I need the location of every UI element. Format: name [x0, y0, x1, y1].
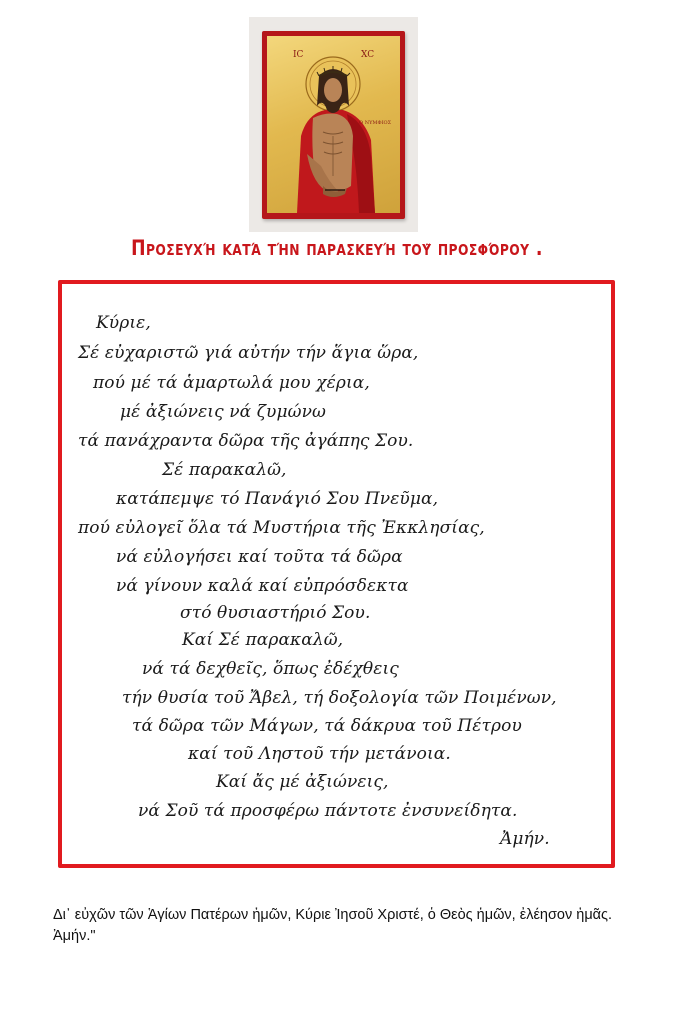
prayer-line-2: Σέ εὐχαριστῶ γιά αὐτήν τήν ἅγια ὥρα, [78, 343, 419, 363]
prayer-title: Προσευχή κατά τήν παρασκευή τοῦ προσφόρου . [131, 236, 543, 260]
prayer-line-1: Κύριε, [96, 313, 151, 333]
prayer-line-11: στό θυσιαστήριό Σου. [180, 603, 371, 623]
prayer-line-5: τά πανάχραντα δῶρα τῆς ἀγάπης Σου. [78, 431, 414, 451]
prayer-line-4: μέ ἀξιώνεις νά ζυμώνω [120, 402, 326, 422]
icon-gold-field [267, 36, 400, 213]
prayer-line-13: νά τά δεχθεῖς, ὅπως ἐδέχθεις [142, 659, 399, 679]
prayer-line-9: νά εὐλογήσει καί τοῦτα τά δῶρα [116, 547, 403, 567]
prayer-line-12: Καί Σέ παρακαλῶ, [182, 630, 344, 650]
prayer-line-17: Καί ἄς μέ ἀξιώνεις, [216, 772, 389, 792]
prayer-line-18: νά Σοῦ τά προσφέρω πάντοτε ἐνσυνείδητα. [138, 801, 518, 821]
prayer-line-3: πού μέ τά ἁμαρτωλά μου χέρια, [93, 373, 370, 393]
icon-board [262, 31, 405, 219]
prayer-line-14: τήν θυσία τοῦ Ἄβελ, τή δοξολογία τῶν Ποιμένων, [122, 688, 557, 708]
prayer-line-16: καί τοῦ Ληστοῦ τήν μετάνοια. [188, 744, 451, 764]
icon-label-left: IC [293, 50, 304, 60]
prayer-line-10: νά γίνουν καλά καί εὐπρόσδεκτα [116, 576, 409, 596]
prayer-line-7: κατάπεμψε τό Πανάγιό Σου Πνεῦμα, [116, 489, 439, 509]
prayer-line-19: Ἀμήν. [500, 829, 550, 849]
icon-label-name: Ο ΝΥΜΦΙΟΣ [359, 120, 392, 126]
icon-image [249, 17, 418, 232]
closing-prayer: Δι᾽ εὐχῶν τῶν Ἁγίων Πατέρων ἡμῶν, Κύριε Ἰησοῦ Χριστέ, ὁ Θεὸς ἡμῶν, ἐλέησον ἡμᾶς. Ἀμήν." [53, 907, 613, 944]
prayer-line-6: Σέ παρακαλῶ, [162, 460, 287, 480]
prayer-line-15: τά δῶρα τῶν Μάγων, τά δάκρυα τοῦ Πέτρου [132, 716, 522, 736]
icon-label-right: XC [361, 50, 375, 60]
prayer-line-8: πού εὐλογεῖ ὅλα τά Μυστήρια τῆς Ἐκκλησίας, [78, 518, 485, 538]
